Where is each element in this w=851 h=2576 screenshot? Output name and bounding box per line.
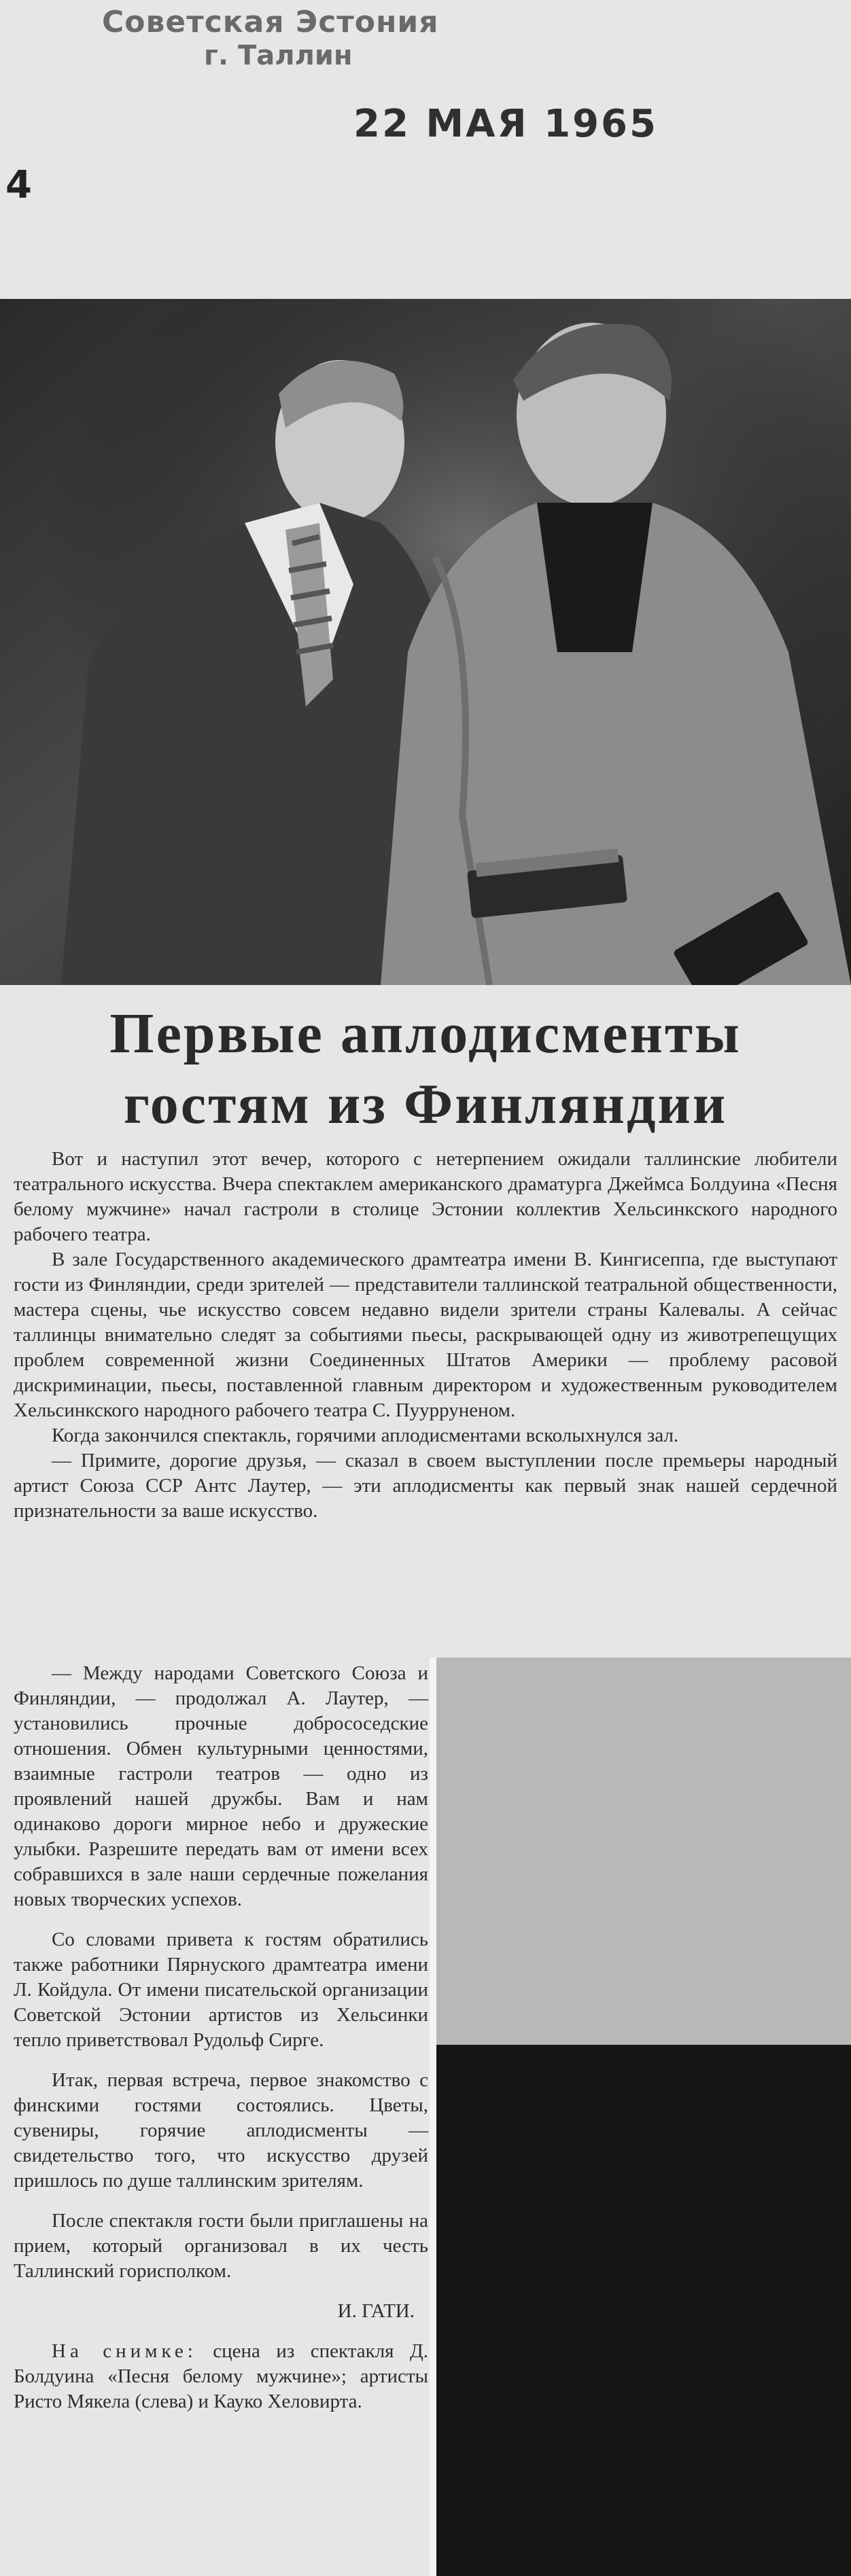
stamp-newspaper-name: Советская Эстония (102, 5, 439, 39)
paragraph: После спектакля гости были приглашены на прием, который организовал в их честь Таллинский горисполком. (14, 2210, 428, 2282)
torn-edge-dark-area (435, 2045, 851, 2576)
caption-text: сцена из спектакля Д. Болдуина «Песня белому мужчине»; артисты Ристо Мякела (слева) и Кауко Хеловирта. (14, 2340, 428, 2412)
clipping-edge (430, 1658, 436, 2576)
article-headline (0, 999, 851, 1140)
paragraph: В зале Государственного академического драмтеатра имени В. Кингисеппа, где выступают гости из Финляндии, среди зрителей — представители таллинской театральной общественности, мастера сцены, чье искусство совсем недавно видели зрители страны Калевалы. А сейчас таллинцы внимательно следят за событиями пьесы, раскрывающей одну из животрепещущих проблем современной жизни Соединенных Штатов Америки — проблему расовой дискриминации, пьесы, поставленной главным директором и художественным руководителем Хельсинкского народного рабочего театра С. Пуурруненом. (14, 1249, 837, 1421)
stamp-city: г. Таллин (204, 40, 353, 71)
caption-label: На снимке: (52, 2340, 197, 2362)
article-column (14, 1661, 428, 2429)
photo-caption (14, 2339, 428, 2414)
article-lead-body (14, 1147, 837, 1524)
headline-line-1: Первые аплодисменты (109, 1002, 742, 1065)
article-photo (0, 299, 851, 985)
author-signature: И. ГАТИ. (337, 2300, 415, 2322)
paragraph: Вот и наступил этот вечер, которого с нетерпением ожидали таллинские любители театрального искусства. Вчера спектаклем американского драматурга Джеймса Болдуина «Песня белому мужчине» начал гастроли в столице Эстонии коллектив Хельсинкского народного рабочего театра. (14, 1148, 837, 1245)
paragraph: Итак, первая встреча, первое знакомство с финскими гостями состоялись. Цветы, сувениры, горячие аплодисменты — свидетельство того, что искусство друзей пришлось по душе таллинским зрителям. (14, 2069, 428, 2192)
paragraph: Когда закончился спектакль, горячими аплодисментами всколыхнулся зал. (52, 1425, 679, 1446)
page-number: 4 (5, 163, 32, 207)
archive-stamp (102, 5, 483, 72)
paragraph: — Примите, дорогие друзья, — сказал в своем выступлении после премьеры народный артист Союза ССР Антс Лаутер, — эти аплодисменты как первый знак нашей сердечной признательности за ваше искусство. (14, 1450, 837, 1522)
headline-line-2: гостям из Финляндии (123, 1073, 728, 1136)
paragraph: Со словами привета к гостям обратились также работники Пярнуского драмтеатра имени Л. Койдула. От имени писательской организации Советской Эстонии артистов из Хельсинки тепло приветствовал Рудольф Сирге. (14, 1929, 428, 2051)
stamp-date: 22 МАЯ 1965 (353, 102, 658, 146)
paragraph: — Между народами Советского Союза и Финляндии, — продолжал А. Лаутер, — установились прочные добрососедские отношения. Обмен культурными ценностями, взаимные гастроли театров — одно из проявлений нашей дружбы. Вам и нам одинаково дороги мирное небо и дружеские улыбки. Разрешите передать вам от имени всех собравшихся в зале наши сердечные пожелания новых творческих успехов. (14, 1662, 428, 1910)
torn-edge-gray-area (435, 1658, 851, 2045)
